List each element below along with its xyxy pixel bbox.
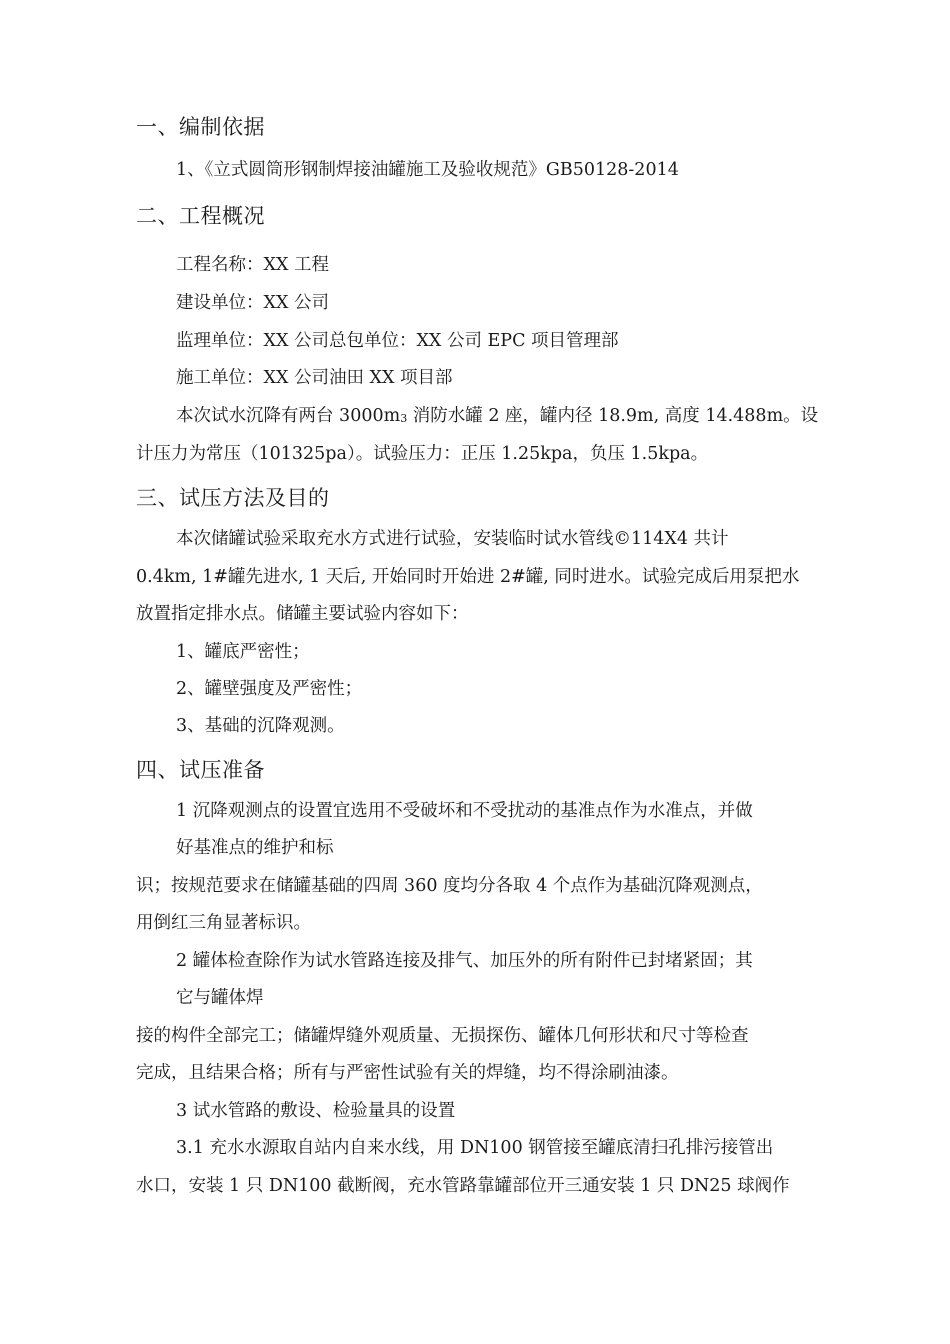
basis-item: 1、《立式圆筒形钢制焊接油罐施工及验收规范》GB50128-2014 — [176, 160, 679, 180]
test-item-3: 3、基础的沉降观测。 — [176, 716, 345, 736]
overview-line-2: 计压力为常压（101325pa）。试验压力：正压 1.25kpa，负压 1.5kpa。 — [136, 444, 709, 464]
builder-unit: 建设单位：XX 公司 — [176, 293, 329, 313]
overview-unit-subscript: 3 — [400, 412, 408, 425]
prep-1-line-b: 好基准点的维护和标 — [176, 838, 334, 858]
heading-preparation: 四、试压准备 — [136, 758, 265, 782]
method-line-3: 放置指定排水点。储罐主要试验内容如下： — [136, 604, 469, 624]
prep-1-line-a: 1 沉降观测点的设置宜选用不受破坏和不受扰动的基准点作为水准点，并做 — [176, 801, 753, 821]
overview-text-b: 消防水罐 2 座，罐内径 18.9m, 高度 14.488m。设 — [407, 406, 819, 426]
prep-2-line-c: 接的构件全部完工；储罐焊缝外观质量、无损探伤、罐体几何形状和尺寸等检查 — [136, 1026, 749, 1046]
prep-3-1-line-a: 3.1 充水水源取自站内自来水线，用 DN100 钢管接至罐底清扫孔排污接管出 — [176, 1138, 774, 1158]
prep-2-line-a: 2 罐体检查除作为试水管路连接及排气、加压外的所有附件已封堵紧固；其 — [176, 951, 753, 971]
overview-text-a: 本次试水沉降有两台 3000m — [176, 406, 401, 426]
prep-1-line-d: 用倒红三角显著标识。 — [136, 913, 311, 933]
method-line-1: 本次储罐试验采取充水方式进行试验，安装临时试水管线©114X4 共计 — [176, 529, 729, 549]
test-item-1: 1、罐底严密性； — [176, 642, 310, 662]
heading-method: 三、试压方法及目的 — [136, 486, 330, 510]
heading-basis: 一、编制依据 — [136, 115, 265, 139]
prep-2-line-b: 它与罐体焊 — [176, 988, 264, 1008]
method-line-2: 0.4km, 1#罐先进水, 1 天后, 开始同时开始进 2#罐, 同时进水。试验完成后用泵把水 — [136, 567, 800, 587]
prep-1-line-c: 识；按规范要求在储罐基础的四周 360 度均分各取 4 个点作为基础沉降观测点， — [136, 876, 763, 896]
prep-3-1-line-b: 水口，安装 1 只 DN100 截断阀，充水管路靠罐部位开三通安装 1 只 DN25 球阀作 — [136, 1176, 790, 1196]
project-name: 工程名称：XX 工程 — [176, 255, 329, 275]
heading-overview: 二、工程概况 — [136, 204, 265, 228]
prep-3-title: 3 试水管路的敷设、检验量具的设置 — [176, 1101, 456, 1121]
prep-2-line-d: 完成，且结果合格；所有与严密性试验有关的焊缝，均不得涂刷油漆。 — [136, 1063, 679, 1083]
construction-unit: 施工单位：XX 公司油田 XX 项目部 — [176, 368, 453, 388]
supervisor-unit: 监理单位：XX 公司总包单位：XX 公司 EPC 项目管理部 — [176, 331, 619, 351]
overview-line-1 — [176, 408, 818, 426]
test-item-2: 2、罐壁强度及严密性； — [176, 679, 363, 699]
